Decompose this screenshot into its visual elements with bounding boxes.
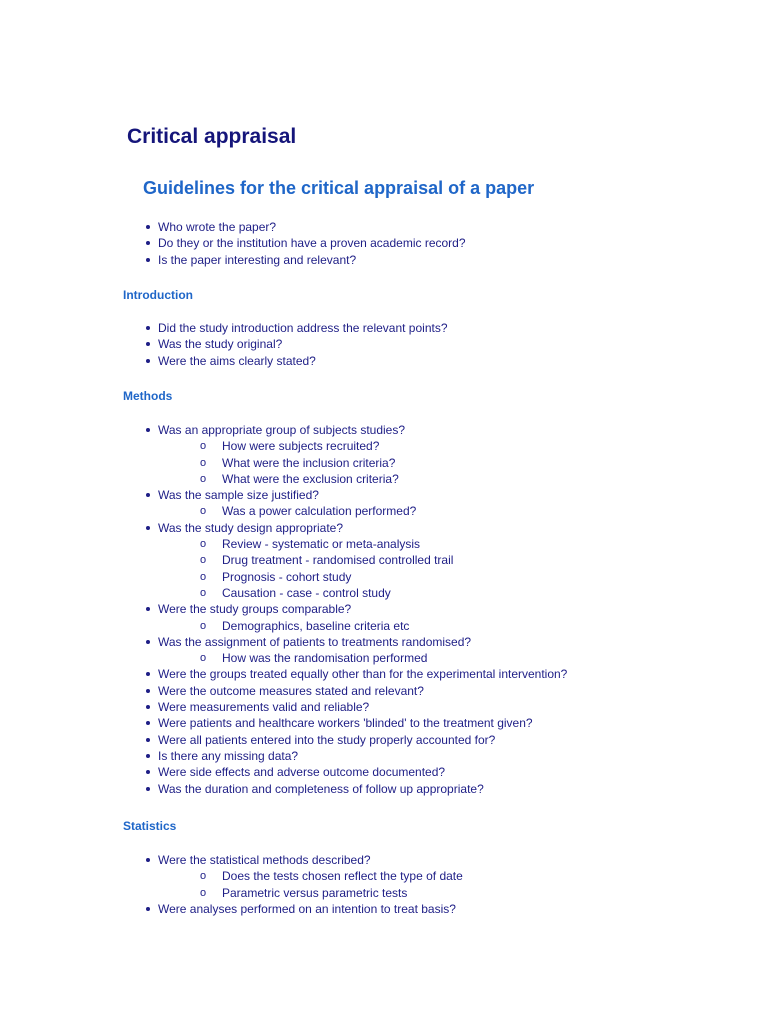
list-item-text: Was the sample size justified?	[158, 488, 319, 503]
page-title: Critical appraisal	[127, 125, 297, 148]
list-item-text: Was the assignment of patients to treatments randomised?	[158, 634, 472, 649]
list-item	[145, 764, 567, 780]
list-item	[145, 252, 466, 268]
list-item	[145, 699, 567, 715]
sub-list-item	[158, 618, 567, 634]
list-item	[145, 715, 567, 731]
circle-bullet-icon: o	[200, 870, 207, 883]
intro-question-list	[145, 219, 466, 268]
sub-list-item-text: How was the randomisation performed	[222, 651, 428, 666]
sub-list	[158, 868, 463, 901]
list-item	[145, 901, 463, 917]
sub-list-item	[158, 455, 567, 471]
list-item	[145, 732, 567, 748]
circle-bullet-icon: o	[200, 505, 207, 518]
list-item-text: Is there any missing data?	[158, 748, 299, 763]
list-item	[145, 520, 567, 601]
sub-list-item	[158, 885, 463, 901]
list-item-text: Were side effects and adverse outcome documented?	[158, 765, 446, 780]
list-item	[145, 748, 567, 764]
sub-list-item-text: Was a power calculation performed?	[222, 504, 417, 519]
introduction-question-list	[145, 320, 448, 369]
sub-list-item-text: Drug treatment - randomised controlled trail	[222, 553, 454, 568]
circle-bullet-icon: o	[200, 440, 207, 453]
list-item	[145, 353, 448, 369]
statistics-question-list	[145, 852, 463, 917]
section-heading-statistics: Statistics	[123, 819, 177, 833]
list-item	[145, 235, 466, 251]
list-item	[145, 601, 567, 634]
sub-list-item	[158, 536, 567, 552]
section-heading-methods: Methods	[123, 389, 173, 403]
list-item-text: Were the statistical methods described?	[158, 853, 371, 867]
list-item	[145, 852, 463, 901]
circle-bullet-icon: o	[200, 456, 207, 469]
list-item-text: Were the aims clearly stated?	[158, 353, 316, 368]
list-item	[145, 336, 448, 352]
section-heading-introduction: Introduction	[123, 288, 193, 302]
list-item	[145, 320, 448, 336]
list-item	[145, 781, 567, 797]
list-item-text: Is the paper interesting and relevant?	[158, 252, 357, 267]
circle-bullet-icon: o	[200, 652, 207, 665]
list-item-text: Was the study original?	[158, 337, 283, 352]
list-item-text: Were the study groups comparable?	[158, 602, 352, 617]
list-item-text: Do they or the institution have a proven academic record?	[158, 236, 466, 251]
sub-list	[158, 536, 567, 601]
sub-list-item	[158, 569, 567, 585]
list-item-text: Were all patients entered into the study properly accounted for?	[158, 732, 496, 747]
sub-list-item-text: What were the exclusion criteria?	[222, 471, 399, 486]
sub-list-item	[158, 471, 567, 487]
list-item	[145, 487, 567, 520]
list-item	[145, 666, 567, 682]
methods-question-list	[145, 422, 567, 797]
sub-list-item	[158, 503, 567, 519]
list-item-text: Were the outcome measures stated and relevant?	[158, 683, 424, 698]
list-item-text: Who wrote the paper?	[158, 220, 277, 234]
sub-list-item	[158, 438, 567, 454]
circle-bullet-icon: o	[200, 619, 207, 632]
circle-bullet-icon: o	[200, 886, 207, 899]
list-item	[145, 634, 567, 667]
sub-list	[158, 618, 567, 634]
list-item-text: Were analyses performed on an intention to treat basis?	[158, 901, 456, 916]
list-item	[145, 683, 567, 699]
sub-list-item-text: Demographics, baseline criteria etc	[222, 618, 410, 633]
list-item-text: Did the study introduction address the relevant points?	[158, 321, 448, 335]
circle-bullet-icon: o	[200, 472, 207, 485]
sub-list-item-text: Parametric versus parametric tests	[222, 885, 408, 900]
sub-list-item-text: Prognosis - cohort study	[222, 569, 352, 584]
list-item-text: Was the duration and completeness of follow up appropriate?	[158, 781, 484, 796]
list-item-text: Were measurements valid and reliable?	[158, 700, 370, 715]
sub-list-item	[158, 585, 567, 601]
list-item	[145, 219, 466, 235]
circle-bullet-icon: o	[200, 538, 207, 551]
sub-list	[158, 503, 567, 519]
sub-list-item-text: What were the inclusion criteria?	[222, 455, 396, 470]
list-item-text: Were the groups treated equally other than for the experimental intervention?	[158, 667, 568, 682]
sub-list-item	[158, 552, 567, 568]
sub-list-item	[158, 650, 567, 666]
sub-list-item-text: Does the tests chosen reflect the type of date	[222, 869, 463, 884]
sub-list-item	[158, 868, 463, 884]
sub-list	[158, 438, 567, 487]
sub-list-item-text: Review - systematic or meta-analysis	[222, 537, 421, 552]
list-item-text: Was the study design appropriate?	[158, 520, 343, 535]
sub-list	[158, 650, 567, 666]
circle-bullet-icon: o	[200, 570, 207, 583]
sub-list-item-text: How were subjects recruited?	[222, 439, 380, 454]
list-item-text: Were patients and healthcare workers 'blinded' to the treatment given?	[158, 716, 533, 731]
circle-bullet-icon: o	[200, 586, 207, 599]
sub-list-item-text: Causation - case - control study	[222, 585, 391, 600]
list-item	[145, 422, 567, 487]
circle-bullet-icon: o	[200, 554, 207, 567]
list-item-text: Was an appropriate group of subjects studies?	[158, 423, 406, 437]
page-subtitle: Guidelines for the critical appraisal of a paper	[143, 178, 535, 198]
